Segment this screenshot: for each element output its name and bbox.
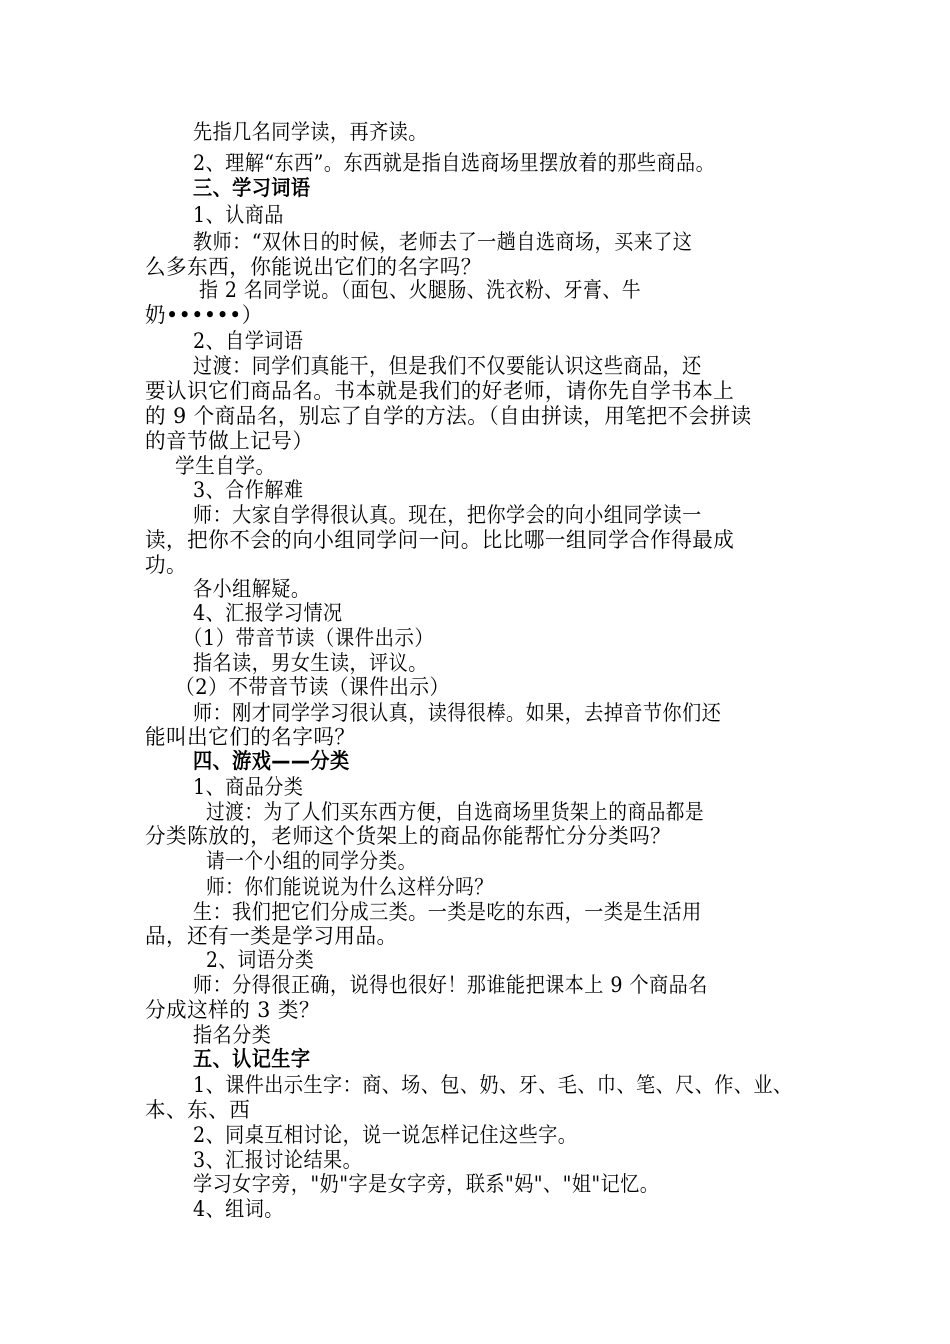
text-line: 生：我们把它们分成三类。一类是吃的东西，一类是生活用 <box>193 900 702 924</box>
section-heading: 五、认记生字 <box>193 1047 311 1071</box>
text-line: 功。 <box>145 553 188 577</box>
text-line: 能叫出它们的名字吗？ <box>145 725 356 749</box>
text-line: 师：刚才同学学习很认真，读得很棒。如果，去掉音节你们还 <box>193 701 722 725</box>
text-line: 读，把你不会的向小组同学问一问。比比哪一组同学合作得最成 <box>145 528 735 552</box>
text-line: 指名读，男女生读，评议。 <box>193 651 428 675</box>
text-line: 要认识它们商品名。书本就是我们的好老师，请你先自学书本上 <box>145 379 735 403</box>
subsection-heading: 4、汇报学习情况 <box>193 601 343 625</box>
subsection-heading: 1、认商品 <box>193 203 284 227</box>
text-line: 的音节做上记号） <box>145 429 314 453</box>
subsection-heading: 2、词语分类 <box>206 948 315 972</box>
text-line: （2）不带音节读（课件出示） <box>175 675 450 699</box>
text-line: 师：分得很正确，说得也很好！那谁能把课本上 9 个商品名 <box>193 973 708 997</box>
section-heading: 四、游戏——分类 <box>193 749 350 773</box>
text-line: 学习女字旁，"奶"字是女字旁，联系"妈"、"姐"记忆。 <box>193 1172 660 1196</box>
text-line: 师：大家自学得很认真。现在，把你学会的向小组同学读一 <box>193 503 702 527</box>
text-line: 么多东西，你能说出它们的名字吗？ <box>145 255 482 279</box>
text-line: 品，还有一类是学习用品。 <box>145 924 398 948</box>
text-line: 2、理解“东西”。东西就是指自选商场里摆放着的那些商品。 <box>193 151 716 175</box>
text-line: 分成这样的 3 类？ <box>145 998 320 1022</box>
text-line: 分类陈放的，老师这个货架上的商品你能帮忙分分类吗？ <box>145 824 672 848</box>
text-line: （1）带音节读（课件出示） <box>183 626 435 650</box>
text-line: 4、组词。 <box>193 1197 284 1221</box>
text-line: 指 2 名同学说。（面包、火腿肠、洗衣粉、牙膏、牛 <box>199 278 642 302</box>
text-line: 师：你们能说说为什么这样分吗？ <box>206 875 494 899</box>
text-line: 1、课件出示生字：商、场、包、奶、牙、毛、巾、笔、尺、作、业、 <box>193 1073 793 1097</box>
subsection-heading: 3、合作解难 <box>193 478 304 502</box>
text-line: 请一个小组的同学分类。 <box>206 849 417 873</box>
text-line: 指名分类 <box>193 1023 272 1047</box>
text-line: 过渡：同学们真能干，但是我们不仅要能认识这些商品，还 <box>193 354 702 378</box>
text-line: 3、汇报讨论结果。 <box>193 1148 363 1172</box>
text-line: 教师：“双休日的时候，老师去了一趟自选商场，买来了这 <box>193 230 693 254</box>
text-line: 学生自学。 <box>175 454 276 478</box>
text-line: 本、东、西 <box>145 1098 251 1122</box>
text-line: 过渡：为了人们买东西方便，自选商场里货架上的商品都是 <box>206 800 705 824</box>
text-line: 的 9 个商品名，别忘了自学的方法。（自由拼读，用笔把不会拼读 <box>145 404 752 428</box>
text-line: 先指几名同学读，再齐读。 <box>193 120 428 144</box>
text-line: 各小组解疑。 <box>193 577 311 601</box>
subsection-heading: 1、商品分类 <box>193 775 304 799</box>
text-line: 奶••••••） <box>145 303 263 327</box>
subsection-heading: 2、自学词语 <box>193 329 304 353</box>
text-line: 2、同桌互相讨论，说一说怎样记住这些字。 <box>193 1123 578 1147</box>
section-heading: 三、学习词语 <box>193 176 311 200</box>
